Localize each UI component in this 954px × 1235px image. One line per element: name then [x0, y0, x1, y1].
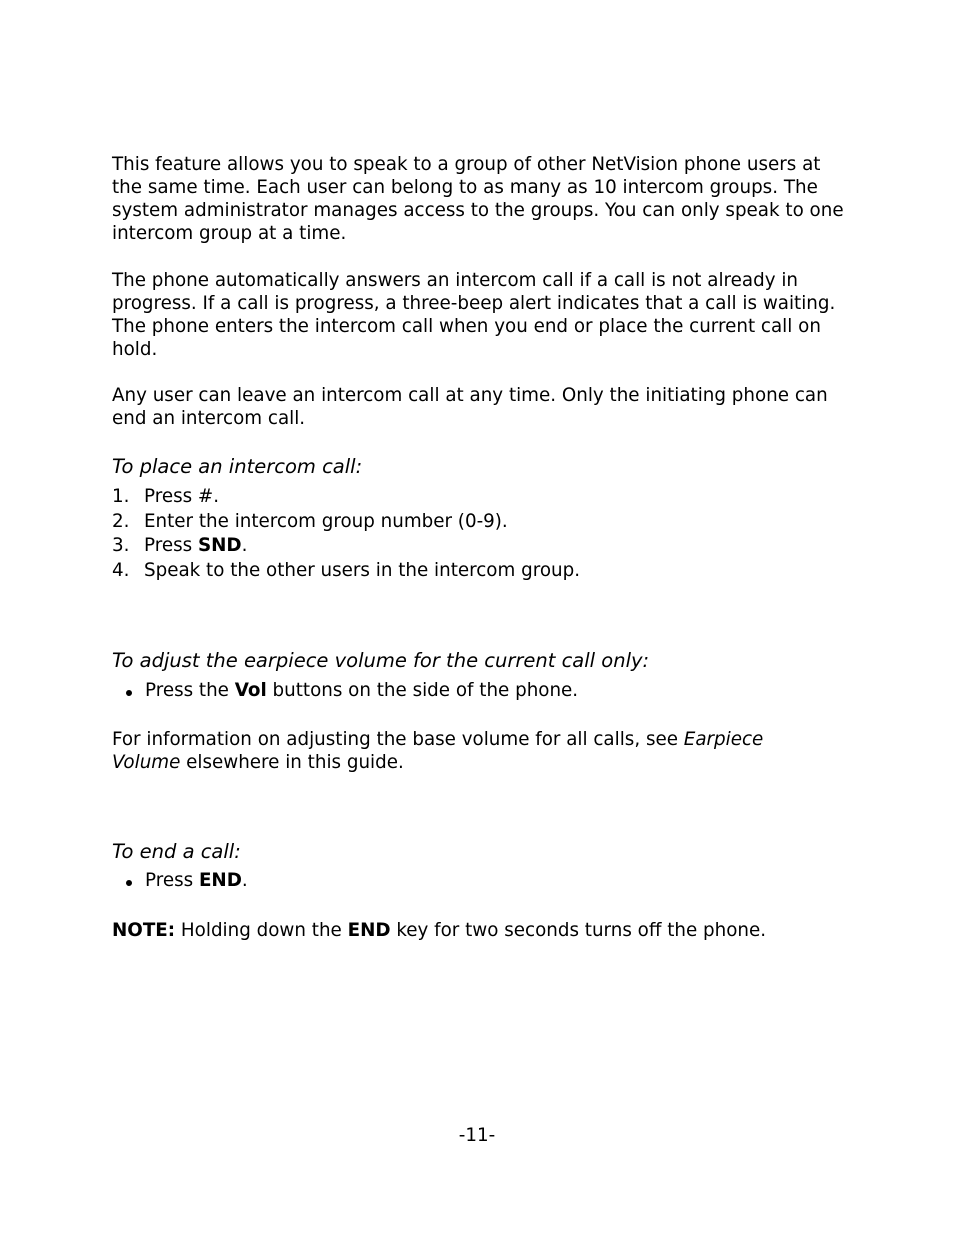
intercom-step	[112, 559, 580, 584]
bullet-icon	[126, 880, 132, 886]
volume-bullet-item	[112, 679, 578, 703]
intercom-steps-list	[112, 485, 580, 583]
volume-info-paragraph	[112, 728, 852, 774]
intercom-step	[112, 485, 580, 510]
intercom-step	[112, 510, 580, 535]
end-call-heading: To end a call:	[112, 840, 241, 863]
intercom-step	[112, 534, 580, 559]
intercom-intro-paragraph-1: This feature allows you to speak to a group of other NetVision phone users at the same time. Each user can belong to as many as 10 intercom groups. The system administrator manages access to the groups. You can only speak to one intercom group at a time.	[112, 154, 844, 244]
end-key-label: END	[198, 870, 242, 891]
bullet-text-prefix: Press the	[145, 680, 235, 701]
bullet-icon	[126, 690, 132, 696]
end-key-label: END	[347, 920, 391, 941]
earpiece-reference: Earpiece	[683, 729, 764, 750]
step-number: 1.	[112, 486, 130, 507]
place-intercom-heading: To place an intercom call:	[112, 455, 363, 478]
vol-key-label: Vol	[234, 680, 267, 701]
note-text-suffix: key for two seconds turns off the phone.	[390, 920, 767, 941]
step-number: 3.	[112, 535, 130, 556]
step-text-prefix: Press	[144, 535, 198, 556]
page-number: -11-	[458, 1125, 496, 1146]
volume-reference: Volume	[112, 752, 181, 773]
volume-bullet-list	[112, 679, 578, 703]
step-number: 4.	[112, 559, 130, 581]
step-text-suffix: .	[241, 535, 248, 556]
note-text-prefix: Holding down the	[175, 920, 348, 941]
step-text: Enter the intercom group number (0-9).	[144, 510, 508, 532]
intercom-intro-paragraph-3: Any user can leave an intercom call at any time. Only the initiating phone can end an intercom call.	[112, 385, 828, 429]
info-text-suffix: elsewhere in this guide.	[180, 752, 404, 773]
snd-key-label: SND	[197, 535, 242, 556]
end-call-bullet-item	[112, 869, 248, 893]
note-label: NOTE:	[112, 920, 176, 941]
step-number: 2.	[112, 510, 130, 532]
bullet-text-prefix: Press	[145, 870, 199, 891]
intercom-intro-paragraph-2: The phone automatically answers an intercom call if a call is not already in progress. If a call is progress, a three-beep alert indicates that a call is waiting. The phone enters the intercom call when you end or place the current call on hold.	[112, 270, 836, 360]
bullet-text-suffix: buttons on the side of the phone.	[266, 680, 579, 701]
note-paragraph	[112, 919, 852, 942]
bullet-text-suffix: .	[241, 870, 248, 891]
step-text: Speak to the other users in the intercom group.	[144, 559, 581, 581]
end-call-bullet-list	[112, 869, 248, 893]
step-text: Press #.	[144, 486, 220, 507]
info-text-prefix: For information on adjusting the base volume for all calls, see	[112, 729, 684, 750]
adjust-volume-heading: To adjust the earpiece volume for the current call only:	[112, 649, 650, 672]
